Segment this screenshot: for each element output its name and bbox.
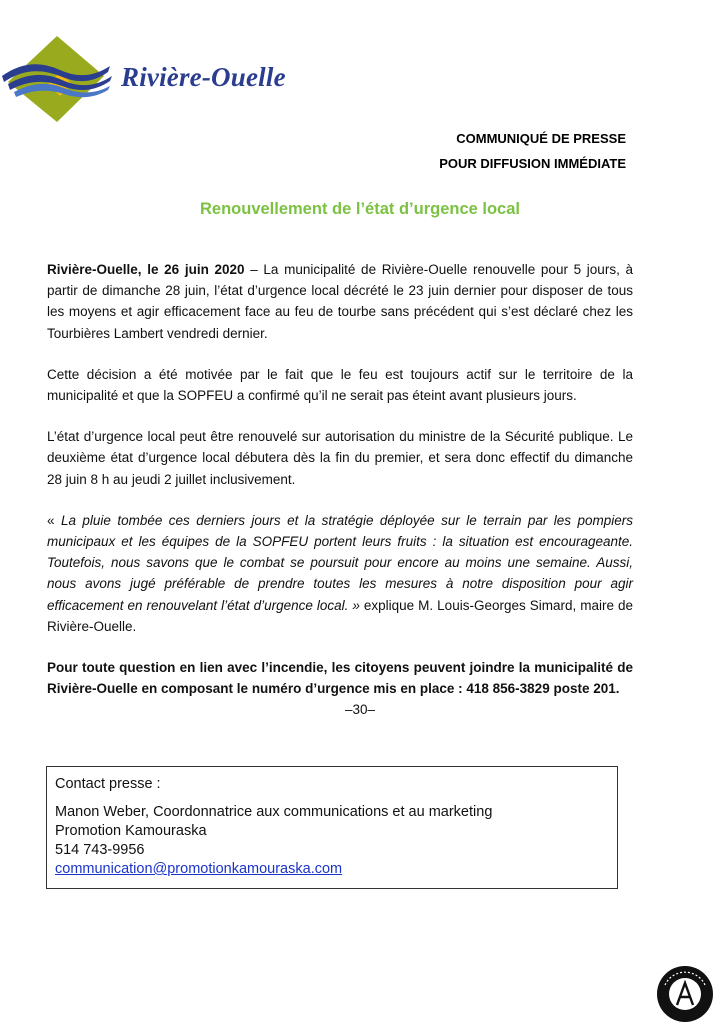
quote-attribution: explique M. Louis-Georges Simard, maire de Rivière-Ouelle. xyxy=(47,597,633,634)
dateline: Rivière-Ouelle, le 26 juin 2020 xyxy=(47,262,245,277)
contact-box xyxy=(46,766,618,889)
contact-label: Contact presse : xyxy=(55,776,161,792)
logo-text: Rivière-Ouelle xyxy=(121,62,286,92)
paragraph-3: L’état d’urgence local peut être renouvelé sur autorisation du ministre de la Sécurité publique. Le deuxième état d’urgence local débutera dès la fin du premier, et sera donc effectif du dimanche 28 juin 8 h au jeudi 2 juillet inclusivement. xyxy=(47,429,633,487)
quote-open: « xyxy=(47,512,61,528)
paragraph-1-text: – La municipalité de Rivière-Ouelle renouvelle pour 5 jours, à partir de dimanche 28 juin, l’état d’urgence local décrété le 23 juin dernier pour disposer de tous les moyens et agir efficacement face au feu de tourbe sans précédent qui s’est déclaré chez les Tourbières Lambert vendredi dernier. xyxy=(47,262,633,341)
end-separator: –30– xyxy=(344,702,376,717)
header-communique: COMMUNIQUÉ DE PRESSE xyxy=(456,131,626,146)
logo-emblem-icon xyxy=(0,36,120,128)
kamouraska-seal-icon xyxy=(656,965,714,1023)
paragraph-5-contact-info: Pour toute question en lien avec l’incendie, les citoyens peuvent joindre la municipalité de Rivière-Ouelle en composant le numéro d’urgence mis en place : 418 856-3829 poste 201. xyxy=(47,660,633,697)
press-header xyxy=(439,126,626,176)
mayor-quote: La pluie tombée ces derniers jours et la stratégie déployée sur le terrain par les pompiers municipaux et les équipes de la SOPFEU portent leurs fruits : la situation est encourageante. Toutefois, nous savons que le combat se poursuit pour encore au moins une semaine. Aussi, nous avons jugé préférable de prendre toutes les mesures à notre disposition pour agir efficacement en renouvelant l’état d’urgence local. » xyxy=(47,512,634,613)
contact-org: Promotion Kamouraska xyxy=(55,823,207,839)
contact-phone: 514 743-9956 xyxy=(55,842,145,858)
header-diffusion: POUR DIFFUSION IMMÉDIATE xyxy=(439,156,626,171)
press-release-body xyxy=(47,259,633,719)
contact-name: Manon Weber, Coordonnatrice aux communications et au marketing xyxy=(55,804,493,820)
paragraph-2: Cette décision a été motivée par le fait que le feu est toujours actif sur le territoire de la municipalité et que la SOPFEU a confirmé qu’il ne serait pas éteint avant plusieurs jours. xyxy=(47,366,633,404)
paragraph-4 xyxy=(47,510,633,637)
paragraph-1 xyxy=(47,259,633,344)
contact-email-link[interactable]: communication@promotionkamouraska.com xyxy=(55,861,343,877)
page-title: Renouvellement de l’état d’urgence local xyxy=(199,200,520,218)
